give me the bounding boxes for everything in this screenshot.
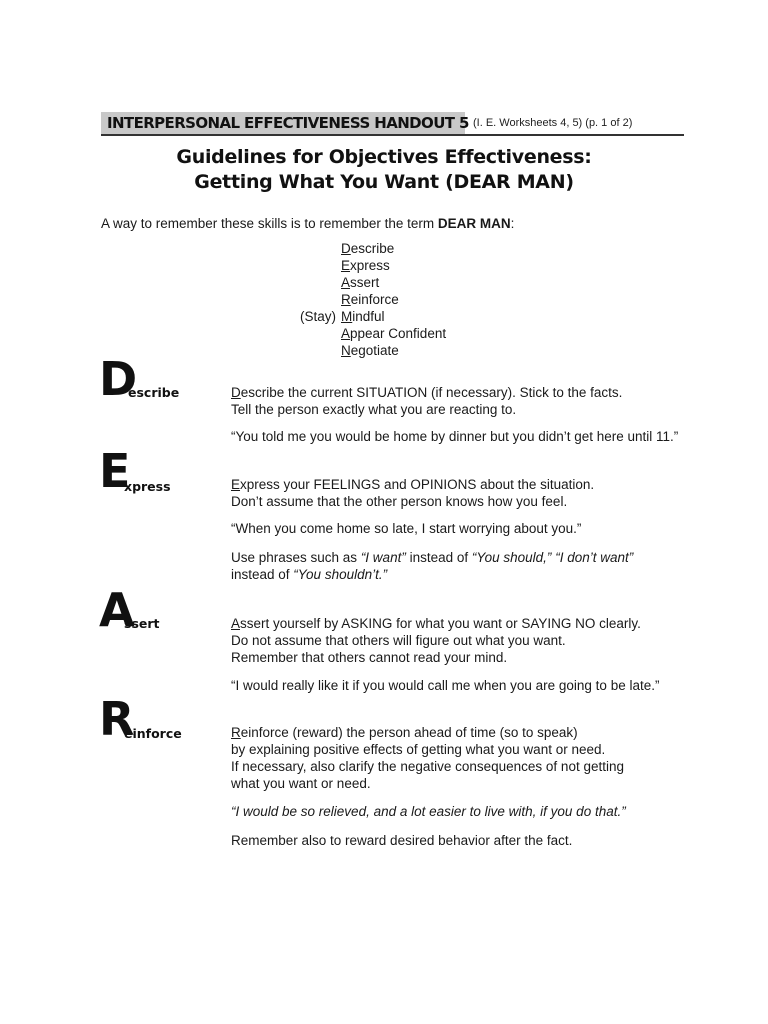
assert-line-2: Do not assume that others will figure out what you want. xyxy=(231,633,566,648)
acronym-rest: escribe xyxy=(350,241,395,256)
acronym-item-describe xyxy=(341,240,394,257)
describe-line-2: Tell the person exactly what you are reacting to. xyxy=(231,402,517,417)
assert-big-letter: A xyxy=(99,583,133,637)
assert-first-letter: A xyxy=(231,616,241,631)
acronym-item-appear-confident xyxy=(341,325,446,342)
acronym-letter: A xyxy=(341,275,351,290)
reinforce-heading-rest: einforce xyxy=(124,726,182,741)
express-phrases-line-1 xyxy=(231,549,633,566)
acronym-letter: M xyxy=(341,309,353,324)
phrases-text: Use phrases such as xyxy=(231,550,361,565)
reinforce-big-letter: R xyxy=(99,692,133,746)
acronym-rest: xpress xyxy=(350,258,390,273)
acronym-item-mindful xyxy=(341,308,385,325)
express-phrases-line-2 xyxy=(231,566,387,583)
reinforce-line-1-text: einforce (reward) the person ahead of time (so to speak) xyxy=(240,725,578,740)
intro-colon: : xyxy=(510,216,515,231)
reinforce-line-4: what you want or need. xyxy=(231,776,371,791)
describe-first-letter: D xyxy=(231,385,241,400)
phrases-text: instead of xyxy=(405,550,472,565)
acronym-rest: egotiate xyxy=(350,343,399,358)
express-big-letter: E xyxy=(99,444,129,498)
acronym-rest: indful xyxy=(352,309,385,324)
describe-example: “You told me you would be home by dinner but you didn’t get here until 11.” xyxy=(231,429,679,444)
handout-title: INTERPERSONAL EFFECTIVENESS HANDOUT 5 xyxy=(107,114,469,132)
reinforce-first-letter: R xyxy=(231,725,241,740)
page-title-line-1: Guidelines for Objectives Effectiveness: xyxy=(176,146,592,168)
assert-heading-rest: ssert xyxy=(124,616,160,631)
worksheet-reference: (I. E. Worksheets 4, 5) (p. 1 of 2) xyxy=(473,117,633,129)
describe-line-1-text: escribe the current SITUATION (if necessary). Stick to the facts. xyxy=(240,385,623,400)
reinforce-line-3: If necessary, also clarify the negative consequences of not getting xyxy=(231,759,624,774)
phrases-text: instead of xyxy=(231,567,294,582)
handout-header xyxy=(101,112,684,136)
assert-line-1 xyxy=(231,615,641,632)
acronym-item-assert xyxy=(341,274,379,291)
reinforce-line-2: by explaining positive effects of getting what you want or need. xyxy=(231,742,606,757)
assert-line-3: Remember that others cannot read your mind. xyxy=(231,650,508,665)
describe-big-letter: D xyxy=(99,352,136,406)
express-heading-rest: xpress xyxy=(124,479,171,494)
describe-heading-rest: escribe xyxy=(128,385,180,400)
express-first-letter: E xyxy=(231,477,241,492)
reinforce-example: “I would be so relieved, and a lot easier to live with, if you do that.” xyxy=(231,804,626,819)
acronym-item-reinforce xyxy=(341,291,399,308)
acronym-letter: N xyxy=(341,343,351,358)
acronym-letter: D xyxy=(341,241,351,256)
handout-title-box xyxy=(101,112,469,134)
phrases-italic: “You should,” xyxy=(471,550,552,565)
acronym-stay-prefix: (Stay) xyxy=(300,309,337,324)
page-title-line-2: Getting What You Want (DEAR MAN) xyxy=(194,171,574,193)
assert-example: “I would really like it if you would call me when you are going to be late.” xyxy=(231,678,660,693)
assert-line-1-text: ssert yourself by ASKING for what you want or SAYING NO clearly. xyxy=(240,616,641,631)
intro-text xyxy=(101,216,514,231)
express-example: “When you come home so late, I start worrying about you.” xyxy=(231,521,582,536)
express-line-1 xyxy=(231,476,594,493)
reinforce-line-1 xyxy=(231,724,578,741)
express-line-2: Don’t assume that the other person knows how you feel. xyxy=(231,494,568,509)
acronym-rest: ssert xyxy=(350,275,380,290)
acronym-letter: R xyxy=(341,292,351,307)
phrases-italic: “I don’t want” xyxy=(555,550,634,565)
describe-line-1 xyxy=(231,384,622,401)
phrases-italic: “I want” xyxy=(360,550,406,565)
acronym-rest: ppear Confident xyxy=(350,326,447,341)
intro-text-body: A way to remember these skills is to remember the term xyxy=(101,216,438,231)
acronym-rest: einforce xyxy=(350,292,399,307)
phrases-italic: “You shouldn’t.” xyxy=(293,567,388,582)
acronym-letter: A xyxy=(341,326,351,341)
acronym-item-express xyxy=(341,257,390,274)
express-line-1-text: xpress your FEELINGS and OPINIONS about the situation. xyxy=(240,477,595,492)
intro-term: DEAR MAN xyxy=(437,216,511,231)
acronym-item-negotiate xyxy=(341,342,399,359)
reinforce-closing: Remember also to reward desired behavior after the fact. xyxy=(231,833,573,848)
acronym-letter: E xyxy=(341,258,351,273)
